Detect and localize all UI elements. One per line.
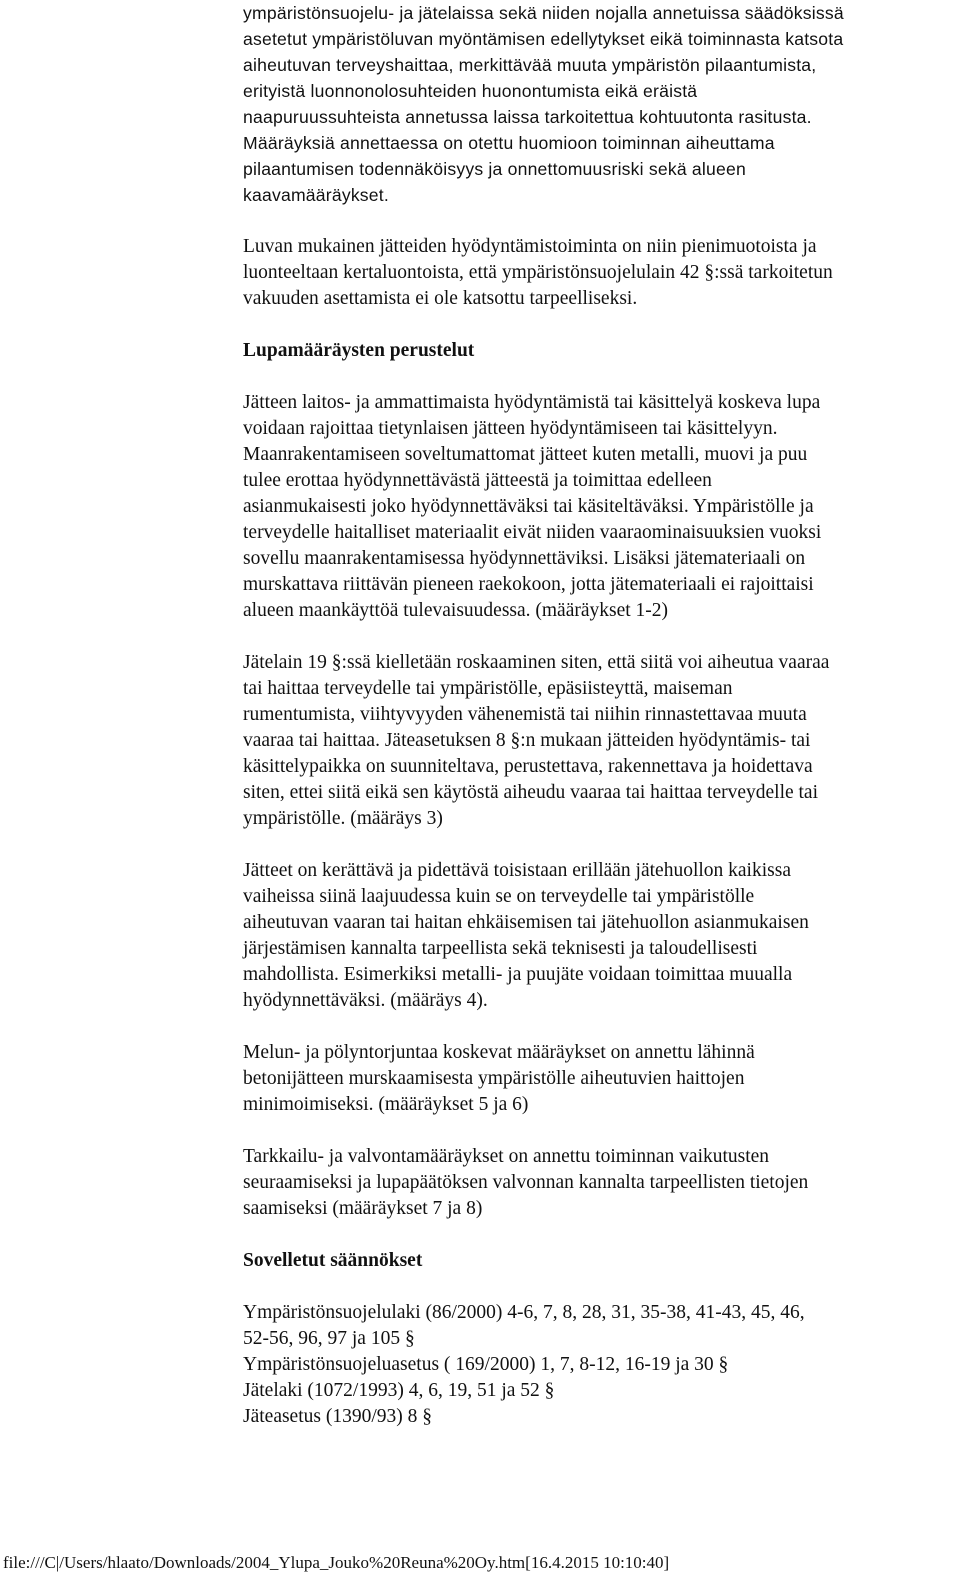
text-line: kaavamääräykset. xyxy=(243,185,389,205)
text-line: Jätteen laitos- ja ammattimaista hyödyntämistä tai käsittelyä koskeva lupa xyxy=(243,392,821,413)
text-line: hyödynnettäväksi. (määräys 4). xyxy=(243,990,488,1011)
provision-line: Ympäristönsuojeluasetus ( 169/2000) 1, 7, 8-12, 16-19 ja 30 § xyxy=(243,1354,729,1375)
text-line: Jätteet on kerättävä ja pidettävä toisistaan erillään jätehuollon kaikissa xyxy=(243,860,791,881)
text-line: minimoimiseksi. (määräykset 5 ja 6) xyxy=(243,1094,529,1115)
text-line: pilaantumisen todennäköisyys ja onnettomuusriski sekä alueen xyxy=(243,159,746,179)
provision-line: Jäteasetus (1390/93) 8 § xyxy=(243,1406,433,1427)
text-line: ympäristönsuojelu- ja jätelaissa sekä niiden nojalla annetuissa säädöksissä xyxy=(243,3,844,23)
paragraph-waste-handling xyxy=(243,390,943,624)
text-line: asianmukaisesti joko hyödynnettäväksi tai käsiteltäväksi. Ympäristölle ja xyxy=(243,496,814,517)
text-line: murskattava riittävän pieneen raekokoon, jotta jätemateriaali ei rajoittaisi xyxy=(243,574,814,595)
text-line: voidaan rajoittaa tietynlaisen jätteen hyödyntämiseen tai käsittelyyn. xyxy=(243,418,778,439)
paragraph-littering xyxy=(243,650,943,832)
text-line: rumentumista, viihtyvyyden vähenemistä tai niihin rinnastettavaa muuta xyxy=(243,704,807,725)
page-footer-url: file:///C|/Users/hlaato/Downloads/2004_Ylupa_Jouko%20Reuna%20Oy.htm[16.4.2015 10:10:40] xyxy=(3,1553,670,1572)
text-line: naapuruussuhteista annetussa laissa tarkoitettua kohtuutonta rasitusta. xyxy=(243,107,812,127)
text-line: alueen maankäyttöä tulevaisuudessa. (määräykset 1-2) xyxy=(243,600,669,621)
text-line: terveydelle haitalliset materiaalit eivät niiden vaaraominaisuuksien vuoksi xyxy=(243,522,822,543)
text-line: käsittelypaikka on suunniteltava, perustettava, rakennettava ja hoidettava xyxy=(243,756,813,777)
text-line: vaiheissa siinä laajuudessa kuin se on terveydelle tai ympäristölle xyxy=(243,886,755,907)
paragraph-noise-dust xyxy=(243,1040,943,1118)
text-line: sovellu maanrakentamisessa hyödynnettäviksi. Lisäksi jätemateriaali on xyxy=(243,548,806,569)
text-line: seuraamiseksi ja lupapäätöksen valvonnan kannalta tarpeellisten tietojen xyxy=(243,1172,809,1193)
section-heading-applied-provisions: Sovelletut säännökset xyxy=(243,1250,423,1271)
text-line: betonijätteen murskaamisesta ympäristölle aiheutuvien haittojen xyxy=(243,1068,745,1089)
paragraph-waste-separation xyxy=(243,858,943,1014)
provision-line: 52-56, 96, 97 ja 105 § xyxy=(243,1328,415,1349)
provision-line: Ympäristönsuojelulaki (86/2000) 4-6, 7, 8, 28, 31, 35-38, 41-43, 45, 46, xyxy=(243,1302,805,1323)
text-line: tai haittaa terveydelle tai ympäristölle, epäsiisteyttä, maiseman xyxy=(243,678,733,699)
text-line: järjestämisen kannalta tarpeellista sekä teknisesti ja taloudellisesti xyxy=(243,938,758,959)
provision-line: Jätelaki (1072/1993) 4, 6, 19, 51 ja 52 § xyxy=(243,1380,555,1401)
paragraph-security-deposit xyxy=(243,234,943,312)
text-line: saamiseksi (määräykset 7 ja 8) xyxy=(243,1198,483,1219)
text-line: luonteeltaan kertaluontoista, että ympäristönsuojelulain 42 §:ssä tarkoitetun xyxy=(243,262,833,283)
text-line: Luvan mukainen jätteiden hyödyntämistoiminta on niin pienimuotoista ja xyxy=(243,236,817,257)
text-line: erityistä luonnonolosuhteiden huonontumista eikä eräistä xyxy=(243,81,698,101)
document-body xyxy=(243,0,943,1430)
text-line: Määräyksiä annettaessa on otettu huomioon toiminnan aiheuttama xyxy=(243,133,775,153)
text-line: Maanrakentamiseen soveltumattomat jätteet kuten metalli, muovi ja puu xyxy=(243,444,808,465)
text-line: Melun- ja pölyntorjuntaa koskevat määräykset on annettu lähinnä xyxy=(243,1042,755,1063)
text-line: siten, ettei siitä eikä sen käytöstä aiheudu vaaraa tai haittaa terveydelle tai xyxy=(243,782,819,803)
text-line: vaaraa tai haittaa. Jäteasetuksen 8 §:n mukaan jätteiden hyödyntämis- tai xyxy=(243,730,811,751)
text-line: Tarkkailu- ja valvontamääräykset on annettu toiminnan vaikutusten xyxy=(243,1146,770,1167)
paragraph-permit-conditions xyxy=(243,0,943,208)
text-line: vakuuden asettamista ei ole katsottu tarpeelliseksi. xyxy=(243,288,638,309)
text-line: Jätelain 19 §:ssä kielletään roskaaminen siten, että siitä voi aiheutua vaaraa xyxy=(243,652,830,673)
text-line: ympäristölle. (määräys 3) xyxy=(243,808,443,829)
text-line: asetetut ympäristöluvan myöntämisen edellytykset eikä toiminnasta katsota xyxy=(243,29,844,49)
paragraph-monitoring xyxy=(243,1144,943,1222)
text-line: aiheutuvan terveyshaittaa, merkittävää muuta ympäristön pilaantumista, xyxy=(243,55,817,75)
applied-provisions-list xyxy=(243,1300,943,1430)
section-heading-justifications: Lupamääräysten perustelut xyxy=(243,340,475,361)
text-line: tulee erottaa hyödynnettävästä jätteestä ja toimittaa edelleen xyxy=(243,470,712,491)
text-line: mahdollista. Esimerkiksi metalli- ja puujäte voidaan toimittaa muualla xyxy=(243,964,793,985)
text-line: aiheutuvan vaaran tai haitan ehkäisemisen tai jätehuollon asianmukaisen xyxy=(243,912,809,933)
